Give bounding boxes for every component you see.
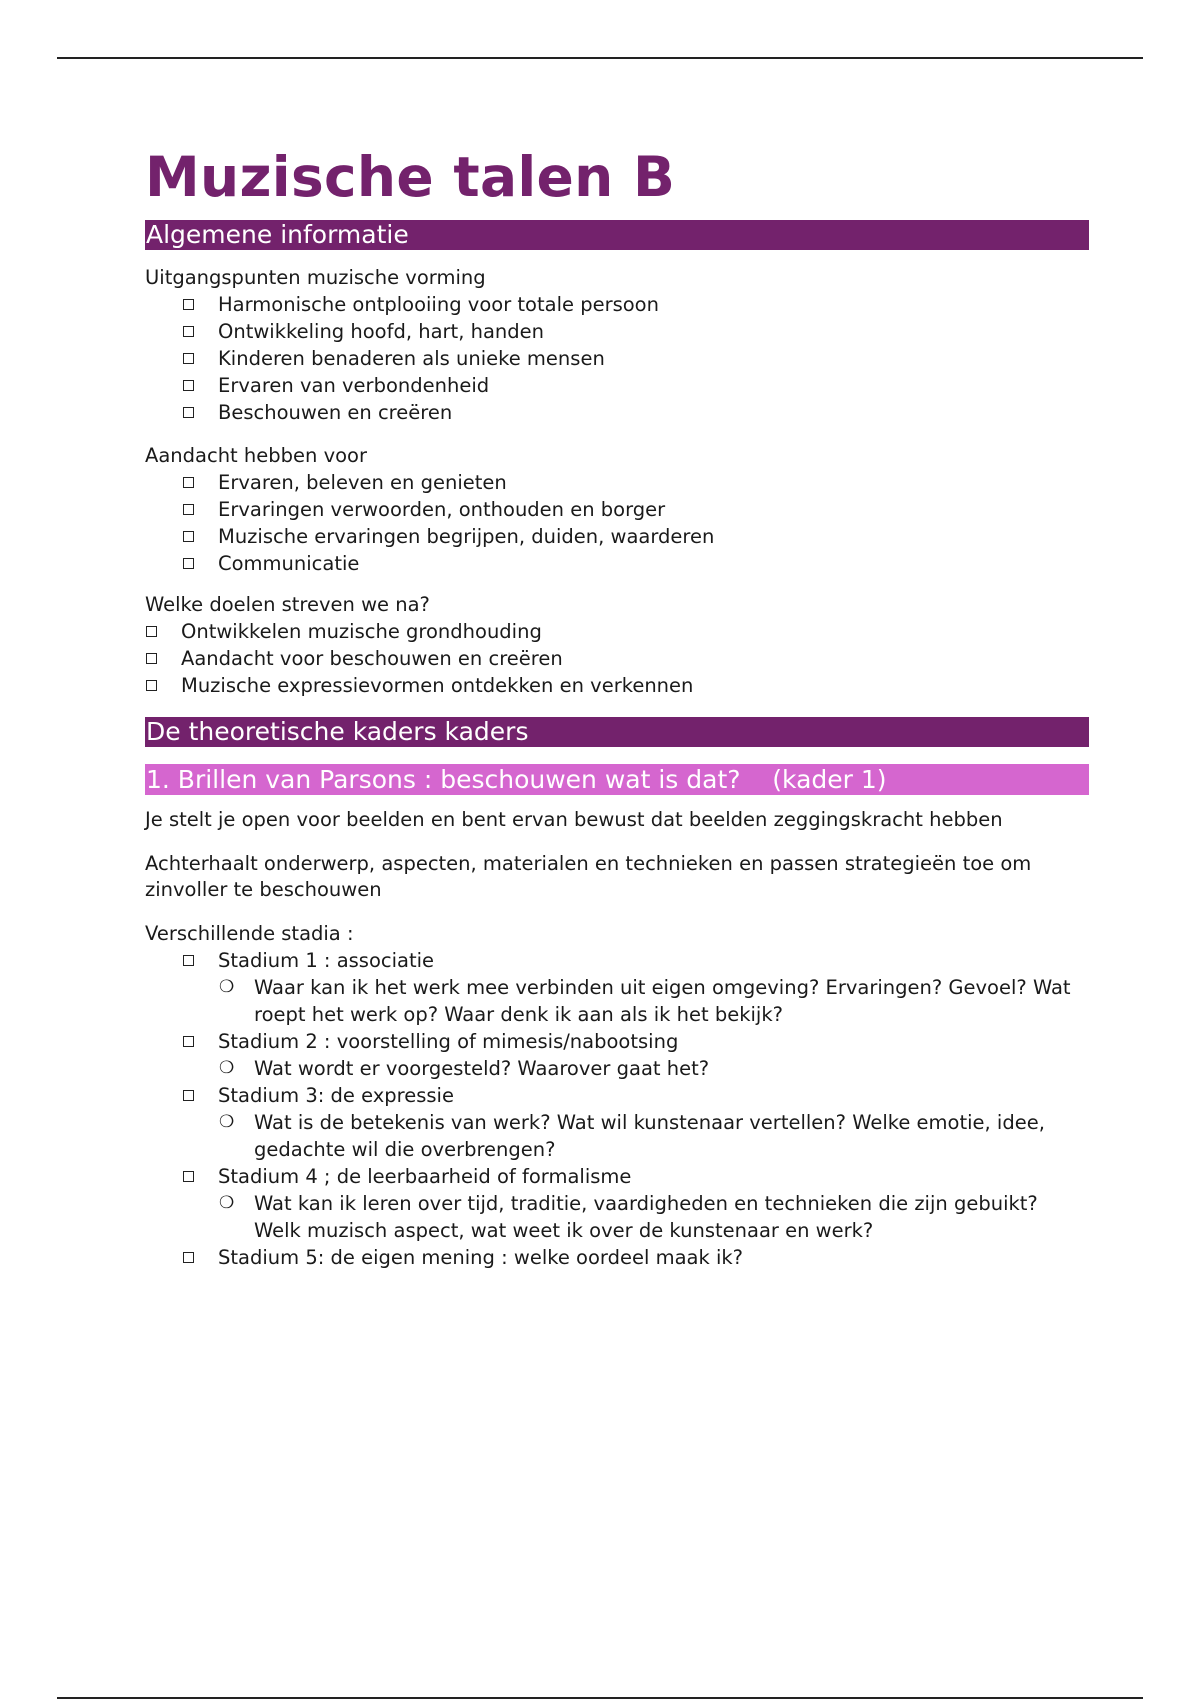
list-item: Communicatie [182,550,1089,577]
checkbox-icon [183,1036,194,1047]
checkbox-icon [183,326,194,337]
stage-subitem [182,1055,1089,1082]
list-item: Muzische expressievormen ontdekken en verkennen [145,672,1089,699]
sub-list [182,1055,1089,1082]
stage-subitem [182,1190,1089,1244]
checkbox-icon [183,504,194,515]
list-item: Kinderen benaderen als unieke mensen [182,345,1089,372]
sub-list [182,974,1089,1028]
bottom-rule [57,1697,1143,1699]
sub-item: ❍ Waar kan ik het werk mee verbinden uit eigen omgeving? Ervaringen? Gevoel? Wat roept het werk op? Waar denk ik aan als ik het bekijk? [219,976,1071,1026]
list-item: Beschouwen en creëren [182,399,1089,426]
sub-item: ❍ Wat wordt er voorgesteld? Waarover gaat het? [219,1057,710,1080]
checkbox-icon [146,653,157,664]
checkbox-icon [183,477,194,488]
checkbox-icon [146,680,157,691]
list-item: Ontwikkeling hoofd, hart, handen [182,318,1089,345]
section-heading-general-info: Algemene informatie [145,220,1089,250]
section-heading-theoretical-frameworks: De theoretische kaders kaders [145,717,1089,747]
list-item: Aandacht voor beschouwen en creëren [145,645,1089,672]
stage-subitem [182,1109,1089,1163]
list-item: Harmonische ontplooiing voor totale persoon [182,291,1089,318]
checkbox-icon [183,1252,194,1263]
half-circle-icon: ❍ [219,1112,235,1132]
list-item: Ontwikkelen muzische grondhouding [145,618,1089,645]
checkbox-icon [183,407,194,418]
list-item: Ervaringen verwoorden, onthouden en borger [182,496,1089,523]
sub-list [182,1190,1089,1244]
checkbox-icon [183,531,194,542]
sub-item: ❍ Wat kan ik leren over tijd, traditie, vaardigheden en technieken die zijn gebuikt? Welk muzisch aspect, wat weet ik over de kunstenaar en werk? [219,1192,1038,1242]
stage-item: Stadium 4 ; de leerbaarheid of formalisme [182,1163,1089,1190]
group-intro: Welke doelen streven we na? [145,593,430,616]
checkbox-icon [183,955,194,966]
stage-subitem [182,974,1089,1028]
checkbox-icon [183,1171,194,1182]
half-circle-icon: ❍ [219,1058,235,1078]
list-item: Ervaren van verbondenheid [182,372,1089,399]
group-intro: Uitgangspunten muzische vorming [145,266,486,289]
sub-item: ❍ Wat is de betekenis van werk? Wat wil kunstenaar vertellen? Welke emotie, idee, gedachte wil die overbrengen? [219,1111,1045,1161]
checkbox-icon [183,380,194,391]
stage-item: Stadium 5: de eigen mening : welke oordeel maak ik? [182,1244,1089,1271]
document-body [145,145,1089,1271]
stage-item: Stadium 1 : associatie [182,947,1089,974]
checkbox-icon [183,353,194,364]
bullet-list [145,291,1089,426]
bullet-list [145,618,1089,699]
stage-item: Stadium 3: de expressie [182,1082,1089,1109]
sub-list [182,1109,1089,1163]
checkbox-icon [183,558,194,569]
checkbox-icon [183,1090,194,1101]
paragraph: Je stelt je open voor beelden en bent ervan bewust dat beelden zeggingskracht hebben [145,808,1003,831]
bullet-list [145,469,1089,577]
checkbox-icon [146,626,157,637]
page-title: Muzische talen B [145,145,676,209]
half-circle-icon: ❍ [219,1193,235,1213]
half-circle-icon: ❍ [219,977,235,997]
top-rule [57,57,1143,59]
group-intro: Aandacht hebben voor [145,444,367,467]
subsection-heading-parsons: 1. Brillen van Parsons : beschouwen wat is dat? (kader 1) [145,764,1089,795]
stages-intro: Verschillende stadia : [145,922,354,945]
list-item: Ervaren, beleven en genieten [182,469,1089,496]
stage-item: Stadium 2 : voorstelling of mimesis/nabootsing [182,1028,1089,1055]
checkbox-icon [183,299,194,310]
list-item: Muzische ervaringen begrijpen, duiden, waarderen [182,523,1089,550]
paragraph: Achterhaalt onderwerp, aspecten, materialen en technieken en passen strategieën toe om zinvoller te beschouwen [145,852,1032,901]
stages-list [145,947,1089,1271]
